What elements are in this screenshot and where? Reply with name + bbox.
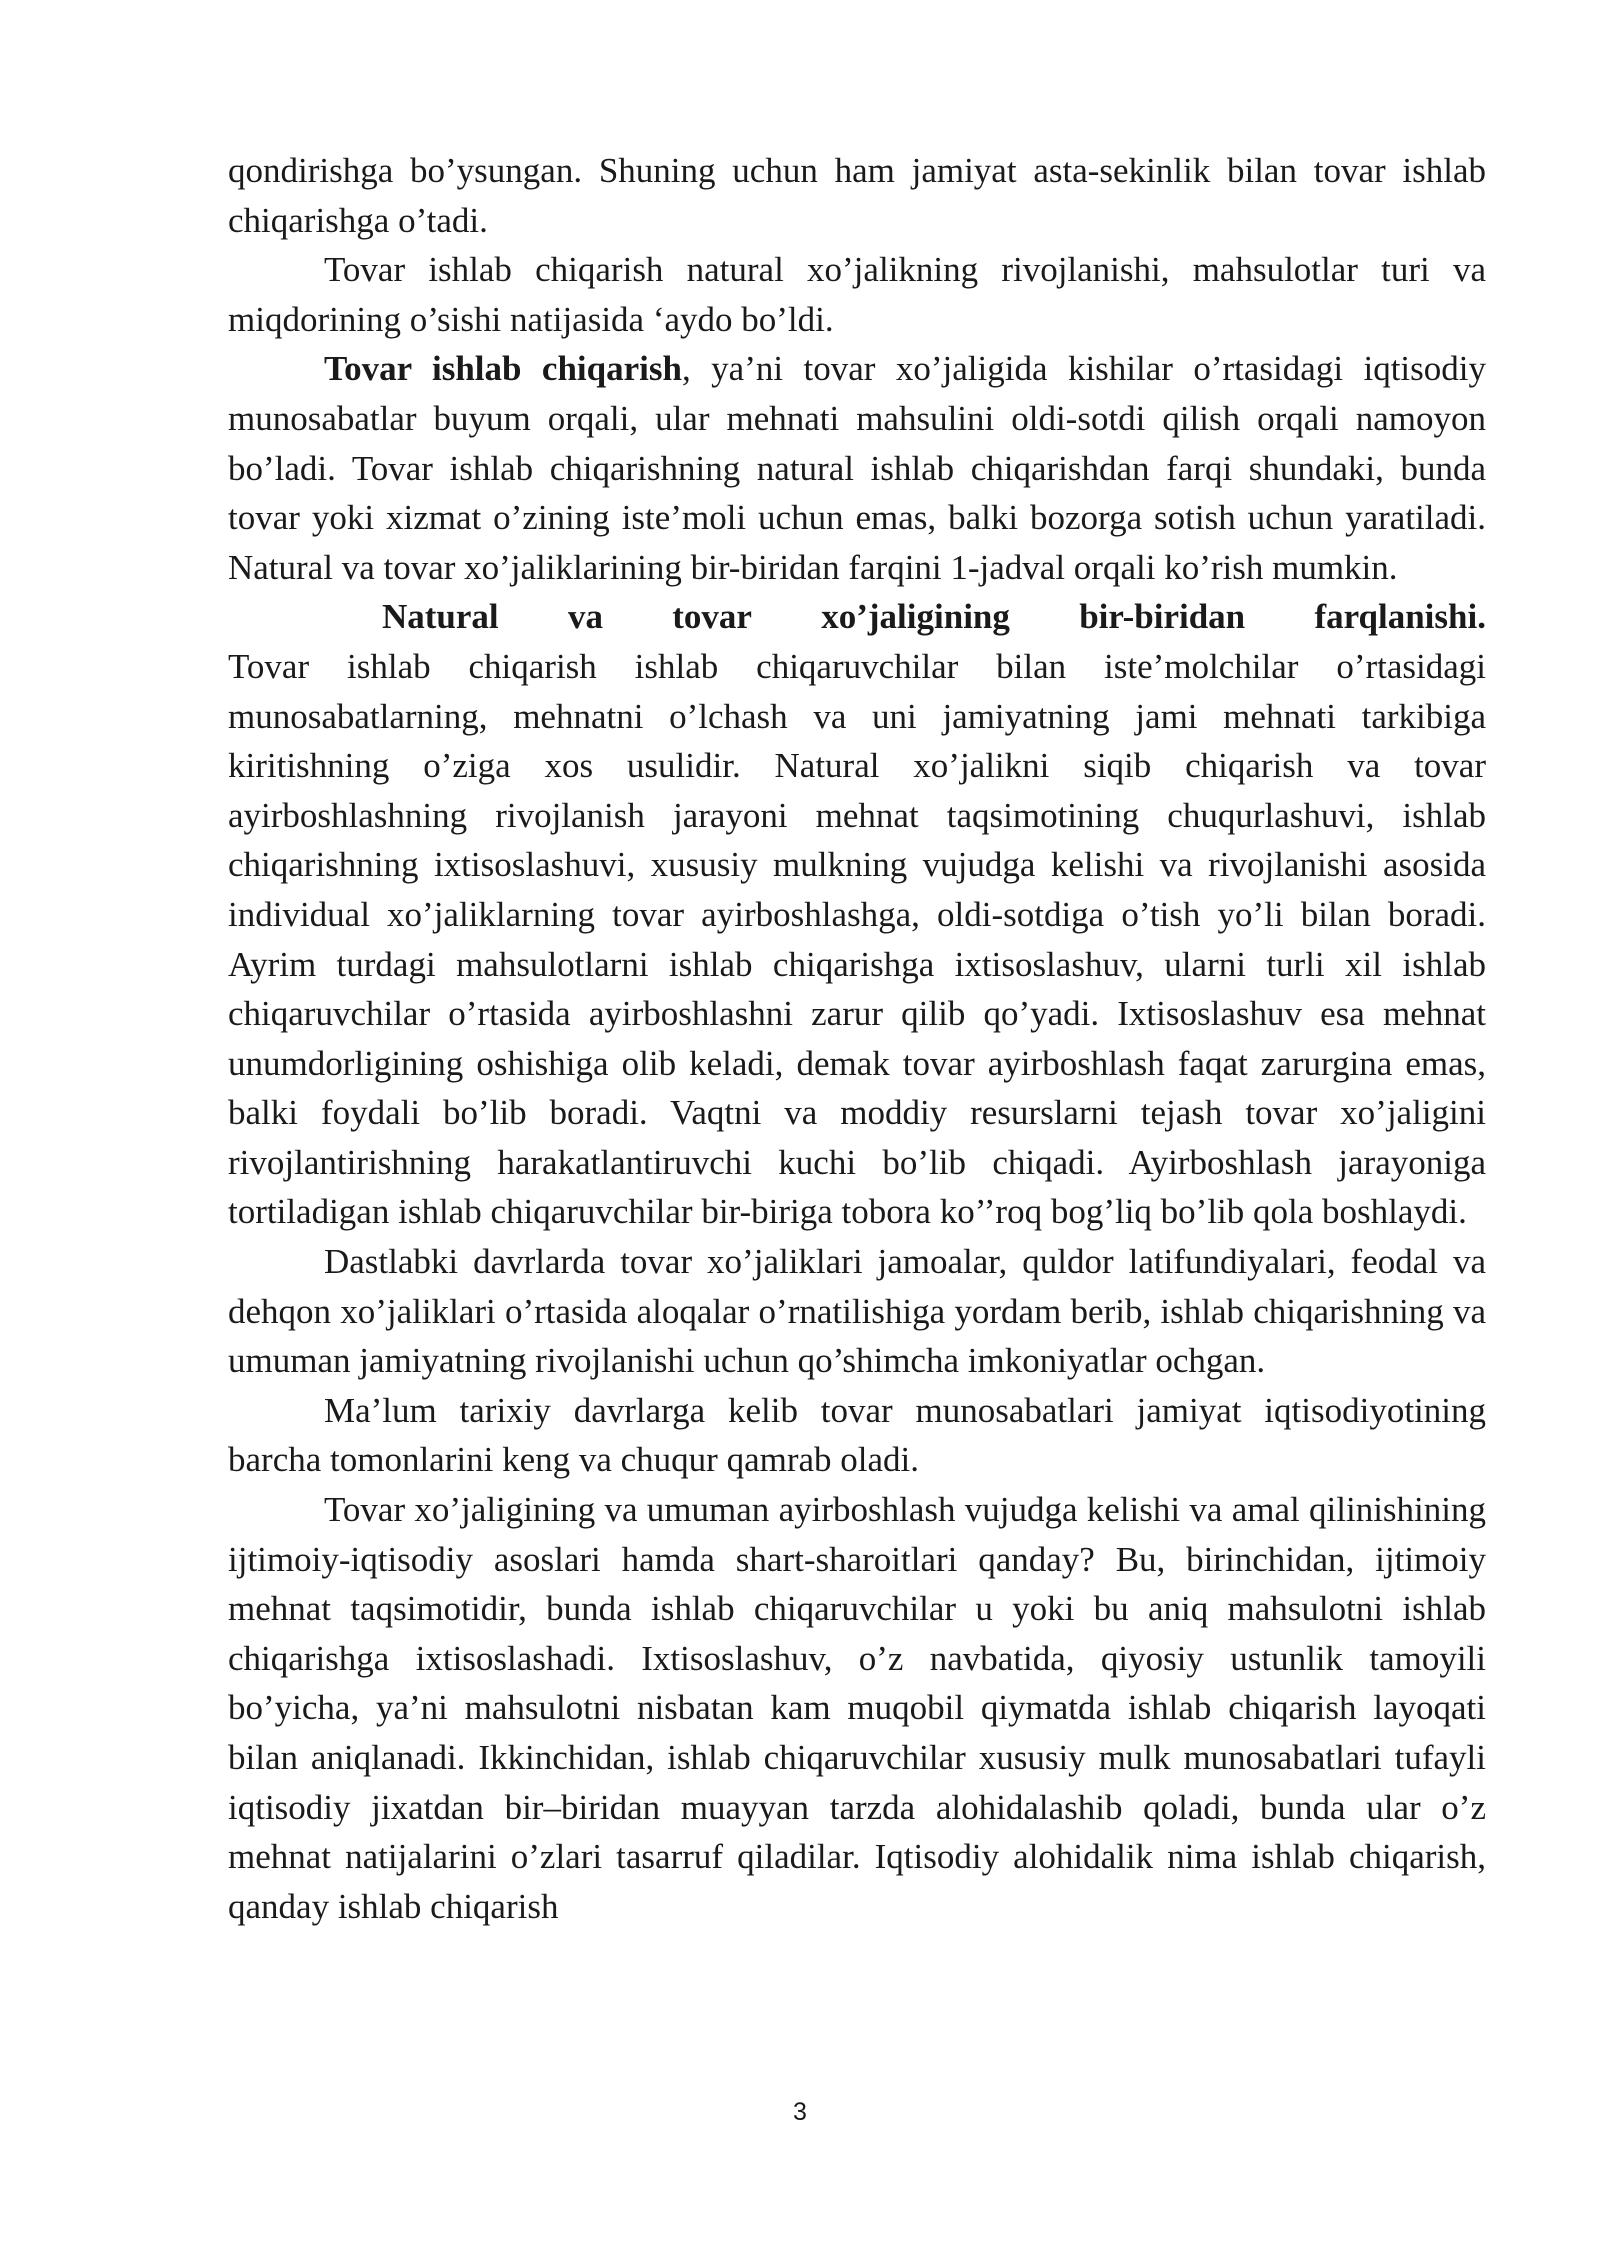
section-heading (228, 592, 1486, 642)
heading-word: farqlanishi. (1314, 597, 1486, 637)
paragraph-2: Tovar ishlab chiqarish natural xo’jalikning rivojlanishi, mahsulotlar turi va miqdorining o’sishi natijasida ‘aydo bo’ldi. (228, 250, 1486, 339)
term-tovar-ishlab-chiqarish: Tovar ishlab chiqarish (324, 349, 682, 389)
paragraph-4: Tovar ishlab chiqarish ishlab chiqaruvchilar bilan iste’molchilar o’rtasidagi munosabatlarning, mehnatni o’lchash va uni jamiyatning jami mehnati tarkibiga kiritishning o’ziga xos usulidir. Natural xo’jalikni siqib chiqarish va tovar ayirboshlashning rivojlanish jarayoni mehnat taqsimotining chuqurlashuvi, ishlab chiqarishning ixtisoslashuvi, xususiy mulkning vujudga kelishi va rivojlanishi asosida individual xo’jaliklarning tovar ayirboshlashga, oldi-sotdiga o’tish yo’li bilan boradi. Ayrim turdagi mahsulotlarni ishlab chiqarishga ixtisoslashuv, ularni turli xil ishlab chiqaruvchilar o’rtasida ayirboshlashni zarur qilib qo’yadi. Ixtisoslashuv esa mehnat unumdorligining oshishiga olib keladi, demak tovar ayirboshlash faqat zarurgina emas, balki foydali bo’lib boradi. Vaqtni va moddiy resurslarni tejash tovar xo’jaligini rivojlantirishning harakatlantiruvchi kuchi bo’lib chiqadi. Ayirboshlash jarayoniga tortiladigan ishlab chiqaruvchilar bir-biriga tobora ko’’roq bog’liq bo’lib qola boshlaydi. (228, 646, 1486, 1232)
paragraph-3 (228, 344, 1486, 592)
paragraph-6: Ma’lum tarixiy davrlarga kelib tovar munosabatlari jamiyat iqtisodiyotining barcha tomonlarini keng va chuqur qamrab oladi. (228, 1390, 1486, 1480)
heading-word: bir-biridan (1079, 597, 1246, 637)
heading-word: va (567, 597, 603, 637)
document-body (228, 146, 1486, 1931)
paragraph-1: qondirishga bo’ysungan. Shuning uchun ham jamiyat asta-sekinlik bilan tovar ishlab chiqarishga o’tadi. (228, 151, 1486, 240)
heading-word: Natural (382, 597, 499, 637)
paragraph-5: Dastlabki davrlarda tovar xo’jaliklari jamoalar, quldor latifundiyalari, feodal va dehqon xo’jaliklari o’rtasida aloqalar o’rnatilishiga yordam berib, ishlab chiqarishning va umuman jamiyatning rivojlanishi uchun qo’shimcha imkoniyatlar ochgan. (228, 1242, 1486, 1381)
page-number: 3 (793, 2098, 807, 2126)
paragraph-7: Tovar xo’jaligining va umuman ayirboshlash vujudga kelishi va amal qilinishining ijtimoiy-iqtisodiy asoslari hamda shart-sharoitlari qanday? Bu, birinchidan, ijtimoiy mehnat taqsimotidir, bunda ishlab chiqaruvchilar u yoki bu aniq mahsulotni ishlab chiqarishga ixtisoslashadi. Ixtisoslashuv, o’z navbatida, qiyosiy ustunlik tamoyili bo’yicha, ya’ni mahsulotni nisbatan kam muqobil qiymatda ishlab chiqarish layoqati bilan aniqlanadi. Ikkinchidan, ishlab chiqaruvchilar xususiy mulk munosabatlari tufayli iqtisodiy jixatdan bir–biridan muayyan tarzda alohidalashib qoladi, bunda ular o’z mehnat natijalarini o’zlari tasarruf qiladilar. Iqtisodiy alohidalik nima ishlab chiqarish, qanday ishlab chiqarish (228, 1490, 1486, 1926)
heading-word: xo’jaligining (821, 597, 1010, 637)
heading-word: tovar (672, 597, 752, 637)
paragraph-3-text: , ya’ni tovar xo’jaligida kishilar o’rtasidagi iqtisodiy munosabatlar buyum orqali, ular mehnati mahsulini oldi-sotdi qilish orqali namoyon bo’ladi. Tovar ishlab chiqarishning natural ishlab chiqarishdan farqi shundaki, bunda tovar yoki xizmat o’zining iste’moli uchun emas, balki bozorga sotish uchun yaratiladi. Natural va tovar xo’jaliklarining bir-biridan farqini 1-jadval orqali ko’rish mumkin. (228, 349, 1487, 587)
